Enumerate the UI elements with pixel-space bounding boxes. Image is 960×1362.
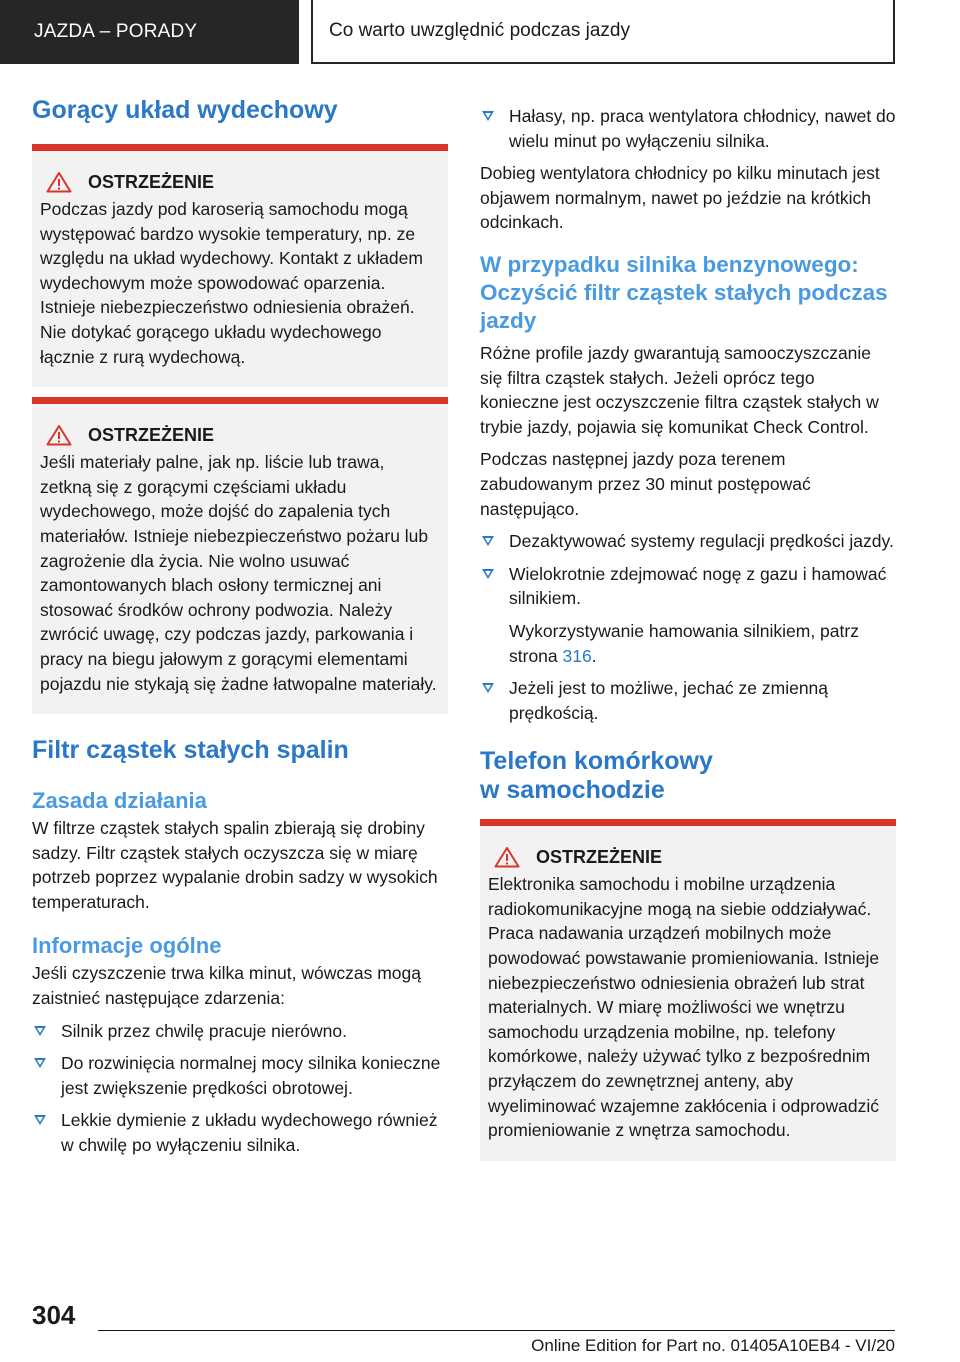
noise-list <box>480 104 896 153</box>
heading-hot-exhaust: Gorący układ wydechowy <box>32 96 338 124</box>
warning-triangle-icon <box>46 171 72 193</box>
triangle-bullet-icon <box>482 569 494 579</box>
fan-paragraph: Dobieg wentylatora chłodnicy po kilku minutach jest objawem normalnym, nawet po jeździe na krótkich odcinkach. <box>480 163 880 233</box>
triangle-bullet-icon <box>482 536 494 546</box>
triangle-bullet-icon <box>34 1058 46 1068</box>
step2-note: Wykorzystywanie hamowania silnikiem, patrz strona 316. <box>509 620 859 666</box>
warning-text: Podczas jazdy pod karoserią samochodu mogą występować bardzo wysokie temperatury, np. ze względu na układ wydechowy. Kontakt z układem wydechowym może spowodować oparzenia. Istnieje niebezpieczeństwo odniesienia obrażeń. Nie dotykać gorącego układu wydechowego łącznie z rurą wydechową. <box>40 199 423 367</box>
heading-general-info: Informacje ogólne <box>32 933 222 959</box>
warning-box-flammable <box>32 397 448 714</box>
warning-triangle-icon <box>46 424 72 446</box>
list-item: Hałasy, np. praca wentylatora chłodnicy, nawet do wielu minut po wyłączeniu silnika. <box>480 104 896 153</box>
heading-mobile-phone: Telefon komórkowy w samochodzie <box>480 747 713 805</box>
page-header <box>0 0 960 66</box>
right-column <box>480 96 896 1161</box>
left-column <box>32 96 448 1158</box>
edition-info: Online Edition for Part no. 01405A10EB4 - VI/20 <box>531 1336 895 1355</box>
list-item: Jeżeli jest to możliwe, jechać ze zmienną prędkością. <box>480 676 896 725</box>
list-item: Do rozwinięcia normalnej mocy silnika konieczne jest zwiększenie prędkości obrotowej. <box>32 1051 448 1100</box>
petrol-paragraph-2: Podczas następnej jazdy poza terenem zabudowanym przez 30 minut postępować następująco. <box>480 449 811 519</box>
warning-triangle-icon <box>494 846 520 868</box>
warning-text: Elektronika samochodu i mobilne urządzenia radiokomunikacyjne mogą na siebie oddziaływać. Praca nadawania urządzeń mobilnych może powodować powstawanie promieniowania. Istnieje niebezpieczeństwo odniesienia obrażeń lub strat materialnych. W miarę możliwości we wnętrzu samochodu urządzenia mobilne, np. telefony komórkowe, należy używać tylko z bezpośrednim przyłączem do zewnętrznej anteny, aby wyeliminować wzajemne zakłócenia i odprowadzić promieniowanie z wnętrza samochodu. <box>488 874 880 1141</box>
warning-box-mobile <box>480 819 896 1161</box>
triangle-bullet-icon <box>34 1115 46 1125</box>
steps-list <box>480 529 896 725</box>
list-item: Dezaktywować systemy regulacji prędkości jazdy. <box>480 529 896 554</box>
page-link-316[interactable]: 316 <box>562 645 592 666</box>
list-item: Silnik przez chwilę pracuje nierówno. <box>32 1019 448 1044</box>
warning-title: OSTRZEŻENIE <box>40 171 440 193</box>
triangle-bullet-icon <box>482 683 494 693</box>
general-paragraph: Jeśli czyszczenie trwa kilka minut, wówczas mogą zaistnieć następujące zdarzenia: <box>32 963 422 1009</box>
triangle-bullet-icon <box>34 1026 46 1036</box>
triangle-bullet-icon <box>482 111 494 121</box>
warning-text: Jeśli materiały palne, jak np. liście lub trawa, zetkną się z gorącymi częściami układu wydechowego, może dojść do zapalenia tych materiałów. Istnieje niebezpieczeństwo pożaru lub zagrożenie dla życia. Nie wolno usuwać zamontowanych blach osłony termicznej ani stosować środków ochrony podwozia. Należy zwrócić uwagę, czy podczas jazdy, parkowania i pracy na biegu jałowym z gorącymi elementami pojazdu nie stykają się żadne łatwopalne materiały. <box>40 452 437 694</box>
petrol-paragraph-1: Różne profile jazdy gwarantują samooczyszczanie się filtra cząstek stałych. Jeżeli oprócz tego konieczne jest oczyszczenie filtra cząstek stałych w trybie jazdy, pojawia się komunikat Check Control. <box>480 342 879 437</box>
page-number: 304 <box>32 1300 76 1330</box>
warning-title: OSTRZEŻENIE <box>488 846 888 868</box>
list-item: Lekkie dymienie z układu wydechowego również w chwilę po wyłączeniu silnika. <box>32 1108 448 1157</box>
footer-divider <box>98 1330 895 1331</box>
principle-paragraph: W filtrze cząstek stałych spalin zbierają się drobiny sadzy. Filtr cząstek stałych oczyszcza się w miarę potrzeb poprzez wypalanie drobin sadzy w wysokich temperaturach. <box>32 818 438 912</box>
heading-particle-filter: Filtr cząstek stałych spalin <box>32 736 349 765</box>
heading-principle: Zasada działania <box>32 788 207 814</box>
chapter-tab: JAZDA – PORADY <box>0 0 299 64</box>
general-list <box>32 1019 448 1158</box>
list-item: Wielokrotnie zdejmować nogę z gazu i hamować silnikiem. Wykorzystywanie hamowania silnikiem, patrz strona 316. <box>480 562 896 668</box>
heading-petrol-engine: W przypadku silnika benzynowego: Oczyścić filtr cząstek stałych podczas jazdy <box>480 251 888 333</box>
section-title: Co warto uwzględnić podczas jazdy <box>311 0 895 64</box>
warning-title: OSTRZEŻENIE <box>40 424 440 446</box>
warning-box-exhaust <box>32 144 448 387</box>
